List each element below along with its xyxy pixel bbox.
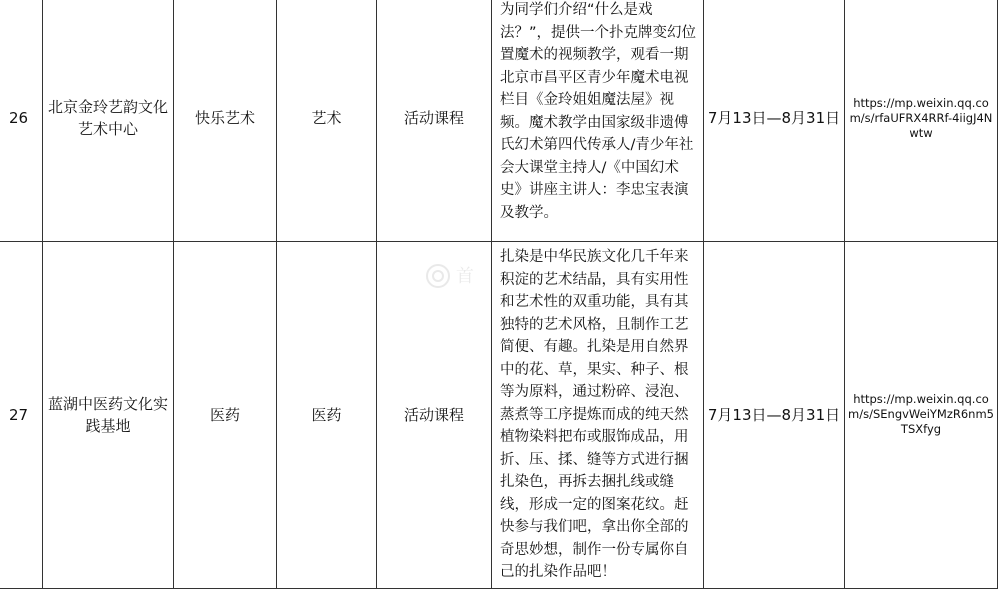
activity-type-cell: 活动课程 — [377, 0, 492, 242]
organization-cell: 北京金玲艺韵文化艺术中心 — [43, 0, 174, 242]
category-cell: 艺术 — [277, 0, 377, 242]
organization-cell: 蓝湖中医药文化实践基地 — [43, 242, 174, 589]
row-index: 27 — [0, 242, 43, 589]
description-cell: 为同学们介绍“什么是戏法？”，提供一个扑克牌变幻位置魔术的视频教学，观看一期北京市昌平区青少年魔术电视栏目《金玲姐姐魔法屋》视频。魔术教学由国家级非遗傅氏幻术第四代传承人/青少年社会大课堂主持人/《中国幻术史》讲座主讲人：李忠宝表演及教学。 — [492, 0, 704, 242]
activity-name-cell: 医药 — [174, 242, 277, 589]
activity-name-cell: 快乐艺术 — [174, 0, 277, 242]
date-range-cell: 7月13日—8月31日 — [704, 0, 845, 242]
link-cell[interactable]: https://mp.weixin.qq.com/s/SEngvWeiYMzR6nm5TSXfyg — [845, 242, 998, 589]
description-cell: 扎染是中华民族文化几千年来积淀的艺术结晶，具有实用性和艺术性的双重功能，具有其独特的艺术风格，且制作工艺简便、有趣。扎染是用自然界中的花、草，果实、种子、根等为原料，通过粉碎、浸泡、蒸煮等工序提炼而成的纯天然植物染料把布或服饰成品，用折、压、揉、缝等方式进行捆扎染色，再拆去捆扎线或缝线，形成一定的图案花纹。赶快参与我们吧，拿出你全部的奇思妙想，制作一份专属你自己的扎染作品吧！ — [492, 242, 704, 589]
watermark-text: 首 — [456, 266, 474, 287]
table-row — [0, 242, 998, 589]
activity-type-cell: 活动课程 — [377, 242, 492, 589]
link-cell[interactable]: https://mp.weixin.qq.com/s/rfaUFRX4RRf-4iigJ4Nwtw — [845, 0, 998, 242]
date-range-cell: 7月13日—8月31日 — [704, 242, 845, 589]
category-cell: 医药 — [277, 242, 377, 589]
table-row — [0, 0, 998, 242]
row-index: 26 — [0, 0, 43, 242]
